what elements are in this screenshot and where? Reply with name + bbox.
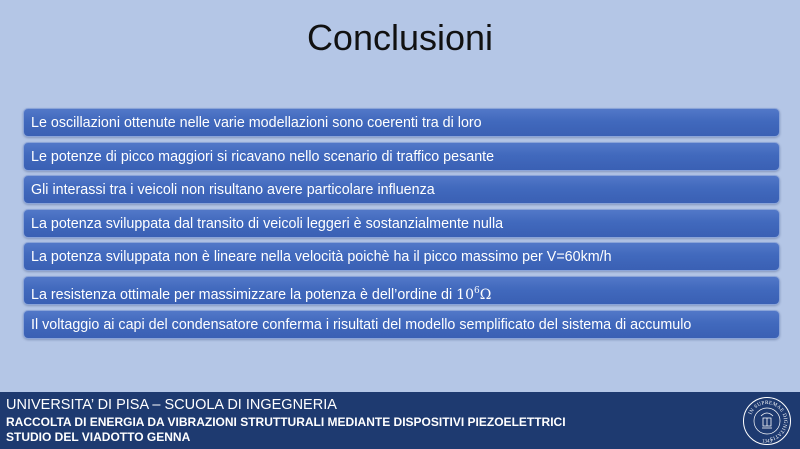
conclusion-item [23,242,780,271]
svg-text:IN SUPREMAE DIGNITATIS [748,400,789,442]
conclusion-text: La resistenza ottimale per massimizzare la potenza è dell’ordine di [31,286,457,303]
footer-thesis-title: RACCOLTA DI ENERGIA DA VIBRAZIONI STRUTTURALI MEDIANTE DISPOSITIVI PIEZOELETTRICI [6,415,566,429]
university-seal-icon [742,396,792,446]
seal-year: 1343 [762,439,772,445]
slide-title: Conclusioni [306,17,494,58]
conclusion-text: Le potenze di picco maggiori si ricavano nello scenario di traffico pesante [31,148,495,165]
conclusion-item [23,108,780,137]
conclusion-text: La potenza sviluppata dal transito di veicoli leggeri è sostanzialmente nulla [31,215,504,232]
resistance-unit: Ω [479,286,492,303]
seal-ring-text: IN SUPREMAE DIGNITATIS [747,399,789,442]
conclusion-item [23,276,780,305]
resistance-base: 10 [456,286,474,303]
resistance-exponent: 6 [473,285,480,296]
conclusion-item [23,209,780,238]
conclusion-item [23,310,780,339]
conclusion-text: La potenza sviluppata non è lineare nella velocità poichè ha il picco massimo per V=60km/h [31,249,612,266]
footer-university: UNIVERSITA’ DI PISA – SCUOLA DI INGEGNERIA [6,397,337,413]
conclusion-item [23,142,780,171]
conclusion-item [23,175,780,204]
footer-subtitle: STUDIO DEL VIADOTTO GENNA [6,430,191,444]
conclusion-text: Gli interassi tra i veicoli non risultano avere particolare influenza [31,182,435,199]
conclusion-text: Le oscillazioni ottenute nelle varie modellazioni sono coerenti tra di loro [31,115,482,131]
resistance-value [456,287,491,303]
footer-bar [0,392,800,449]
conclusion-text: Il voltaggio ai capi del condensatore conferma i risultati del modello semplificato del sistema di accumulo [31,316,692,333]
conclusions-list [23,108,780,343]
